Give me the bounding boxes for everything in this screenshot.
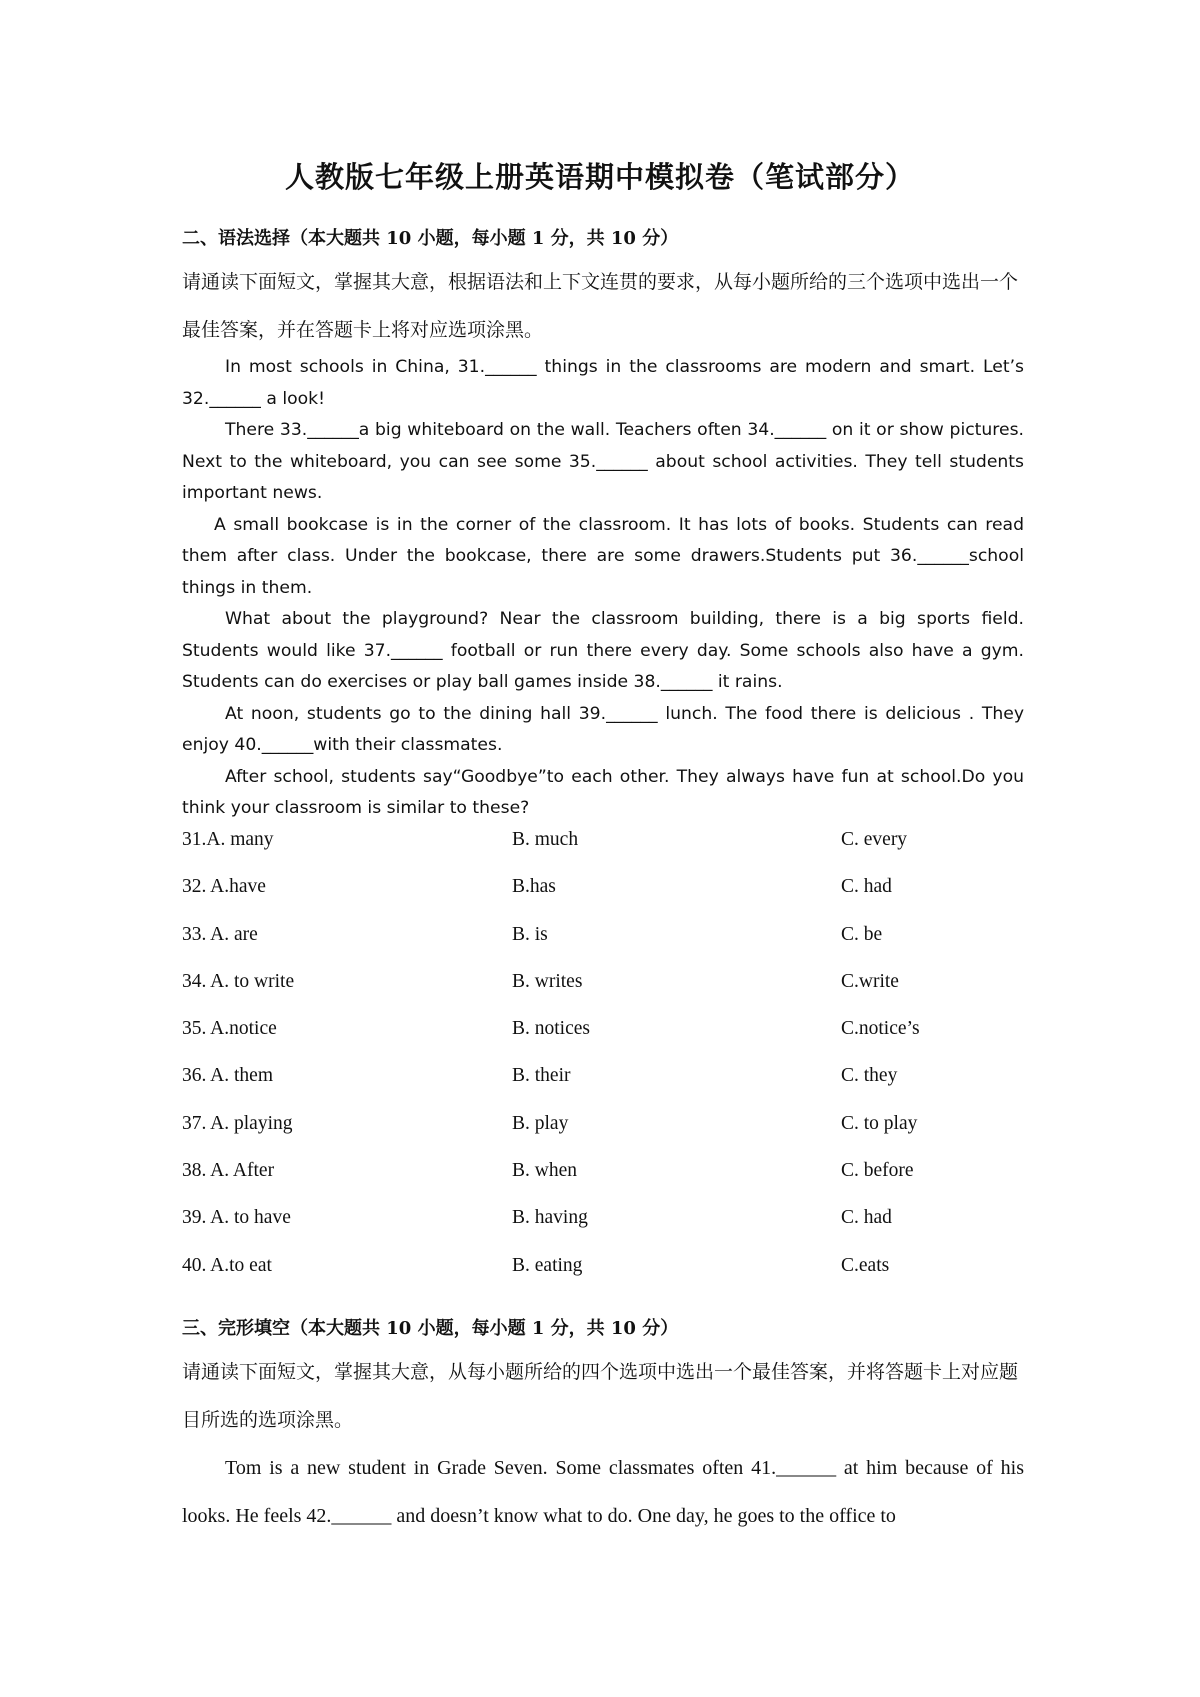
option-b: B. is <box>512 923 548 945</box>
option-a: 38. A. After <box>182 1160 275 1182</box>
option-c: C.notice’s <box>841 1018 920 1040</box>
option-row-34 <box>182 971 1024 1018</box>
option-row-38 <box>182 1160 1024 1207</box>
section-2-instruction: 请通读下面短文，掌握其大意，根据语法和上下文连贯的要求，从每小题所给的三个选项中选出一个最佳答案，并在答题卡上将对应选项涂黑。 <box>182 271 1019 341</box>
option-a: 32. A.have <box>182 876 266 898</box>
option-row-36 <box>182 1065 1024 1112</box>
section-3-heading: 三、完形填空（本大题共 10 小题，每小题 1 分，共 10 分） <box>182 1318 679 1339</box>
option-a: 39. A. to have <box>182 1207 291 1229</box>
option-a: 31.A. many <box>182 829 274 850</box>
passage-paragraph: Tom is a new student in Grade Seven. Some classmates often 41.______ at him because of his looks. He feels 42.______ and doesn’t know what to do. One day, he goes to the office to <box>182 1457 1024 1527</box>
option-b: B. play <box>512 1112 569 1134</box>
option-b: B. notices <box>512 1018 590 1040</box>
option-c: C. before <box>841 1160 914 1182</box>
option-row-33 <box>182 924 1024 971</box>
option-row-32 <box>182 876 1024 923</box>
option-c: C. they <box>841 1065 898 1087</box>
option-row-37 <box>182 1113 1024 1160</box>
option-a: 36. A. them <box>182 1065 273 1087</box>
section-3-passage <box>182 1444 1024 1540</box>
option-b: B. writes <box>512 970 583 992</box>
passage-paragraph: After school, students say“Goodbye”to each other. They always have fun at school.Do you think your classroom is similar to these? <box>182 766 1024 818</box>
option-a: 35. A.notice <box>182 1018 277 1040</box>
option-b: B. having <box>512 1207 588 1229</box>
option-a: 40. A.to eat <box>182 1254 272 1276</box>
option-b: B. their <box>512 1065 571 1087</box>
option-c: C.write <box>841 970 899 992</box>
section-2-passage <box>182 352 1024 825</box>
option-a: 34. A. to write <box>182 970 295 992</box>
passage-paragraph: There 33.______a big whiteboard on the wall. Teachers often 34.______ on it or show pictures. Next to the whiteboard, you can see some 35.______ about school activities. They tell students important news. <box>182 420 1024 503</box>
option-b: B.has <box>512 876 556 898</box>
option-a: 37. A. playing <box>182 1112 293 1134</box>
option-row-40 <box>182 1255 1024 1302</box>
option-c: C.eats <box>841 1254 890 1276</box>
section-2-options <box>182 829 1024 1302</box>
option-row-31 <box>182 829 1024 876</box>
option-c: C. every <box>841 829 908 850</box>
option-a: 33. A. are <box>182 923 258 945</box>
page-title: 人教版七年级上册英语期中模拟卷（笔试部分） <box>284 160 915 194</box>
passage-paragraph: A small bookcase is in the corner of the classroom. It has lots of books. Students can read them after class. Under the bookcase, there are some drawers.Students put 36.______school things in them. <box>182 514 1024 598</box>
section-2-heading: 二、语法选择（本大题共 10 小题，每小题 1 分，共 10 分） <box>182 228 679 249</box>
section-3-instruction: 请通读下面短文，掌握其大意，从每小题所给的四个选项中选出一个最佳答案，并将答题卡上对应题目所选的选项涂黑。 <box>182 1361 1019 1431</box>
option-row-35 <box>182 1018 1024 1065</box>
passage-paragraph: In most schools in China, 31.______ things in the classrooms are modern and smart. Let’s 32.______ a look! <box>182 357 1024 409</box>
option-c: C. be <box>841 923 883 945</box>
option-c: C. had <box>841 1207 892 1229</box>
option-b: B. much <box>512 829 579 850</box>
option-b: B. when <box>512 1160 577 1182</box>
option-b: B. eating <box>512 1254 583 1276</box>
option-c: C. had <box>841 876 892 898</box>
passage-paragraph: At noon, students go to the dining hall 39.______ lunch. The food there is delicious . They enjoy 40.______with their classmates. <box>182 703 1024 755</box>
option-c: C. to play <box>841 1112 918 1134</box>
option-row-39 <box>182 1207 1024 1254</box>
passage-paragraph: What about the playground? Near the classroom building, there is a big sports field. Students would like 37.______ football or run there every day. Some schools also have a gym. Students can do exercises or play ball games inside 38.______ it rains. <box>182 609 1024 692</box>
